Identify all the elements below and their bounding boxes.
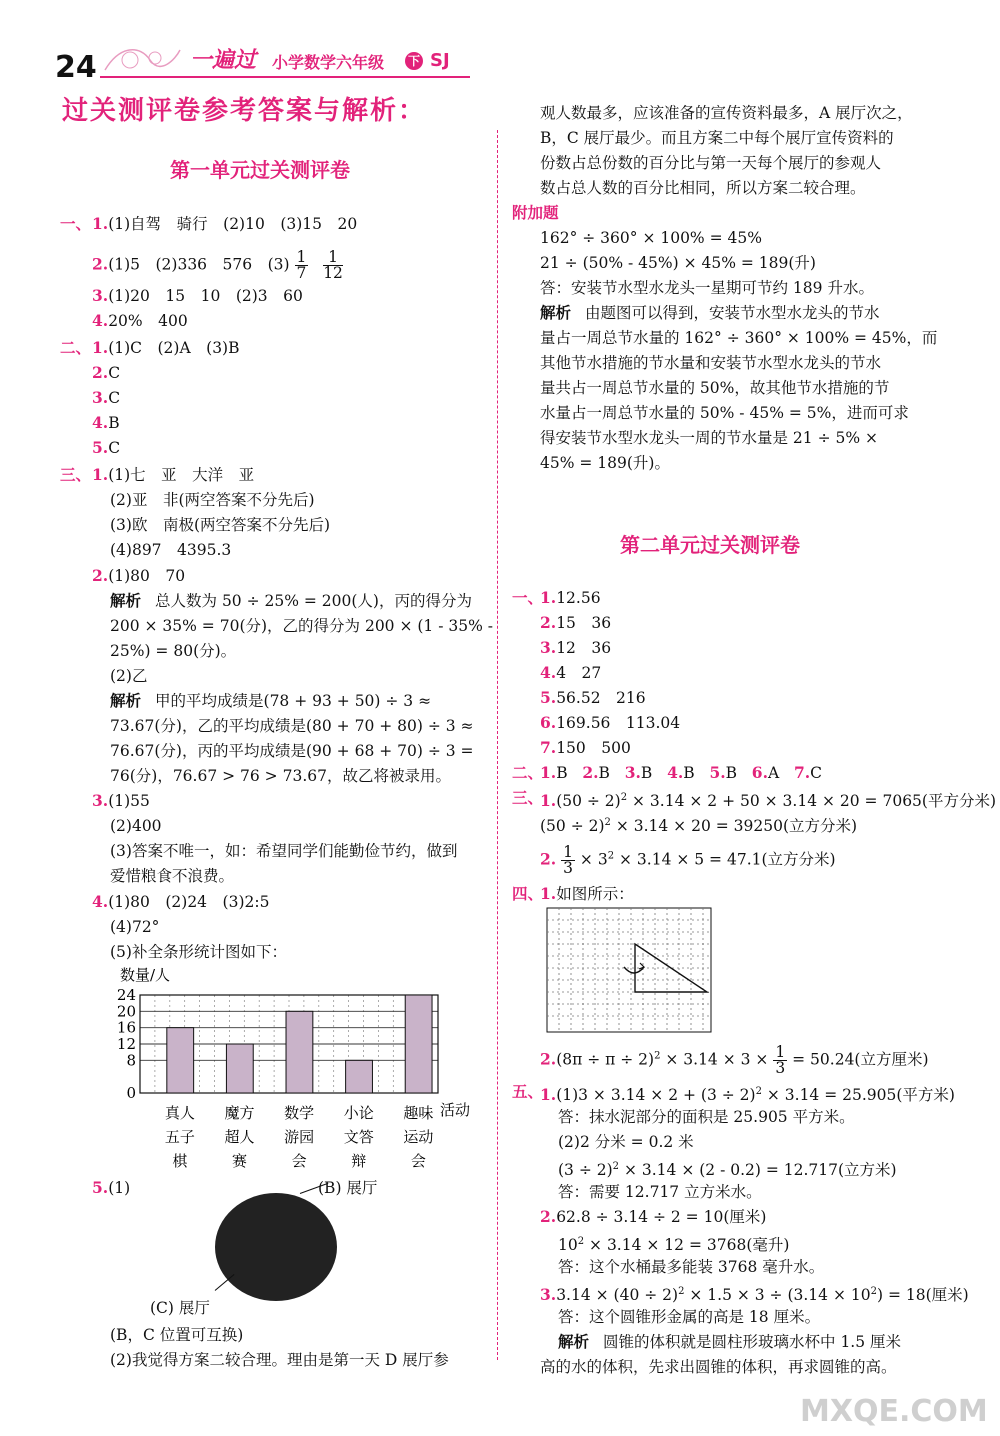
u2-s1-q2: 2.15 36 bbox=[540, 613, 612, 632]
u1-s1-q4: 4.20% 400 bbox=[92, 311, 188, 330]
x-tick-label: 魔方 bbox=[224, 1104, 255, 1122]
page-number: 24 bbox=[55, 50, 97, 85]
u2-s5-q2-3: 答：这个水桶最多能装 3768 毫升水。 bbox=[558, 1258, 825, 1276]
x-tick-label: 会 bbox=[291, 1152, 307, 1170]
x-tick-label: 赛 bbox=[232, 1152, 248, 1170]
u2-s5-num: 五、 bbox=[512, 1082, 544, 1101]
u2-s5-q3-4: 高的水的体积，先求出圆锥的体积，再求圆锥的高。 bbox=[540, 1358, 897, 1376]
u2-s4-q2: $2.(8\pi \div \pi \div 2)^2 \times 3.14 \times 3$ × $\frac{1}{3}$ = 50.24(立方厘米) bbox=[540, 1043, 929, 1077]
r-extra-7: 量共占一周总节水量的 50%，故其他节水措施的节 bbox=[540, 379, 890, 397]
x-tick-label: 数学 bbox=[284, 1104, 315, 1122]
x-tick-label: 五子 bbox=[164, 1128, 195, 1146]
label-b-hall: (B) 展厅 bbox=[318, 1179, 378, 1197]
u1-s3-q3-2: (2)400 bbox=[110, 817, 162, 835]
u1-s3-q2-2: 解析 总人数为 50 ÷ 25% = 200(人)，丙的得分为 bbox=[110, 591, 472, 610]
column-divider bbox=[497, 130, 498, 1360]
u2-s3-num: 三、 bbox=[512, 788, 544, 807]
y-tick-label: 8 bbox=[126, 1051, 136, 1070]
y-tick-label: 20 bbox=[116, 1002, 136, 1021]
x-tick-label: 会 bbox=[410, 1152, 426, 1170]
u1-s3-q2-1: 2.(1)80 70 bbox=[92, 566, 186, 585]
x-tick-label: 真人 bbox=[164, 1104, 195, 1122]
x-tick-label: 超人 bbox=[224, 1128, 255, 1146]
bar-2 bbox=[226, 1044, 253, 1093]
u2-s5-q1-5: 答：需要 12.717 立方米水。 bbox=[558, 1183, 762, 1201]
u1-s1-q1: 1.(1)自驾 骑行 (2)10 (3)15 20 bbox=[92, 214, 358, 233]
u1-s3-q4-3: (5)补全条形统计图如下： bbox=[110, 943, 287, 961]
x-tick-label: 小论 bbox=[343, 1104, 374, 1122]
r-extra-4: 解析 由题图可以得到，安装节水型水龙头的节水 bbox=[540, 303, 880, 322]
u1-s3-q5-3: (2)我觉得方案二较合理。理由是第一天 D 展厅参 bbox=[110, 1351, 449, 1369]
u1-s3-q1-1: 1.(1)七 亚 大洋 亚 bbox=[92, 465, 255, 484]
r-extra-2: 21 ÷ (50% - 45%) × 45% = 189(升) bbox=[540, 254, 816, 272]
watermark: MXQE.COM bbox=[800, 1394, 988, 1429]
u1-s1-q3: 3.(1)20 15 10 (2)3 60 bbox=[92, 286, 303, 305]
u2-s5-q3-1: $3.3.14 \times (40 \div 2)^2 \times 1.5 \times 3 \div (3.14 \times 10^2) = 18$(厘米) bbox=[540, 1285, 969, 1305]
r-extra-9: 得安装节水型水龙头一周的节水量是 21 ÷ 5% × bbox=[540, 429, 878, 447]
bar-3 bbox=[286, 1011, 313, 1093]
u1-s3-q3-1: 3.(1)55 bbox=[92, 791, 150, 810]
chart-xlabel: 活动 bbox=[440, 1101, 471, 1119]
u1-s3-q1-4: (4)897 4395.3 bbox=[110, 541, 232, 559]
u1-s3-q2-6: 解析 甲的平均成绩是(78 + 93 + 50) ÷ 3 ≈ bbox=[110, 691, 432, 710]
y-tick-label: 16 bbox=[116, 1018, 136, 1037]
y-tick-label: 0 bbox=[126, 1084, 136, 1102]
u2-s5-q1-2: 答：抹水泥部分的面积是 25.905 平方米。 bbox=[558, 1108, 855, 1126]
x-tick-label: 运动 bbox=[403, 1128, 434, 1146]
exhibit-circle bbox=[215, 1193, 337, 1301]
u2-s1-q4: 4.4 27 bbox=[540, 663, 602, 682]
u1-s3-q1-3: (3)欧 南极(两空答案不分先后) bbox=[110, 516, 331, 534]
label-c-hall: (C) 展厅 bbox=[150, 1299, 210, 1317]
u2-s2-num: 二、 bbox=[512, 763, 544, 782]
u1-s3-q2-7: 73.67(分)，乙的平均成绩是(80 + 70 + 80) ÷ 3 ≈ bbox=[110, 717, 474, 735]
u2-s5-q2-2: $10^2 \times 3.14 \times 12 = 3768$(毫升) bbox=[558, 1236, 790, 1255]
fraction-1-7: $\frac{1}{7}$ bbox=[296, 248, 307, 282]
book-subtitle: 小学数学六年级 bbox=[272, 53, 385, 72]
u1-s3-q4-1: 4.(1)80 (2)24 (3)2:5 bbox=[92, 892, 270, 911]
grade-badge: 下 bbox=[405, 52, 423, 70]
r-line-2: B，C 展厅最少。而且方案二中每个展厅宣传资料的 bbox=[540, 129, 894, 147]
chart-ylabel: 数量/人 bbox=[120, 966, 171, 984]
u2-s2-answers: 1.B 2.B 3.B 4.B 5.B 6.A 7.C bbox=[540, 763, 823, 782]
u1-s3-q4-2: (4)72° bbox=[110, 918, 160, 936]
u1-s2-q1: 1.(1)C (2)A (3)B bbox=[92, 338, 240, 357]
u1-s3-q2-3: 200 × 35% = 70(分)，乙的得分为 200 × (1 - 35% - bbox=[110, 617, 494, 635]
extra-title: 附加题 bbox=[512, 204, 559, 222]
u1-s3-q5-2: (B，C 位置可互换) bbox=[110, 1326, 244, 1344]
u2-s1-q5: 5.56.52 216 bbox=[540, 688, 646, 707]
u1-s3-q2-9: 76(分)，76.67 > 76 > 73.67，故乙将被录用。 bbox=[110, 767, 451, 785]
u1-s3-q5-1: 5.(1) bbox=[92, 1178, 131, 1197]
u2-s4-q1: 1.如图所示： bbox=[540, 884, 634, 903]
u1-s3-q3-3: (3)答案不唯一，如：希望同学们能勤俭节约，做到 bbox=[110, 842, 458, 860]
u2-s5-q1-1: $1.(1)3 \times 3.14 \times 2 + (3 \div 2)^2 \times 3.14 = 25.905$(平方米) bbox=[540, 1085, 955, 1105]
r-extra-6: 其他节水措施的节水量和安装节水型水龙头的节水 bbox=[540, 354, 882, 372]
r-line-1: 观人数最多，应该准备的宣传资料最多，A 展厅次之， bbox=[540, 104, 913, 122]
u2-s5-q3-3: 解析 圆锥的体积就是圆柱形玻璃水杯中 1.5 厘米 bbox=[558, 1332, 902, 1351]
u1-s3-q1-2: (2)亚 非(两空答案不分先后) bbox=[110, 491, 315, 509]
u1-s2-q2: 2.C bbox=[92, 363, 121, 382]
fraction-1-12: $\frac{1}{12}$ bbox=[323, 248, 343, 282]
u1-s2-q3: 3.C bbox=[92, 388, 121, 407]
u1-s2-q5: 5.C bbox=[92, 438, 121, 457]
unit2-title: 第二单元过关测评卷 bbox=[620, 533, 800, 557]
rotation-grid-figure bbox=[546, 907, 712, 1033]
u2-s4-num: 四、 bbox=[512, 884, 544, 903]
bar-4 bbox=[346, 1060, 373, 1093]
u2-s5-q1-4: $(3 \div 2)^2 \times 3.14 \times (2 - 0.2) = 12.717$(立方米) bbox=[558, 1161, 897, 1180]
r-line-4: 数占总人数的百分比相同，所以方案二较合理。 bbox=[540, 179, 866, 197]
x-tick-label: 辩 bbox=[351, 1152, 367, 1170]
brand-logo: 一遍过 bbox=[190, 47, 257, 73]
u1-s2-q4: 4.B bbox=[92, 413, 120, 432]
u2-s3-q1-2: $(50 \div 2)^2 \times 3.14 \times 20 = 39250$(立方分米) bbox=[540, 817, 858, 836]
bar-1 bbox=[167, 1028, 194, 1093]
u1-s3-num: 三、 bbox=[60, 465, 92, 484]
u1-s3-q2-4: 25%) = 80(分)。 bbox=[110, 642, 237, 660]
x-tick-label: 趣味 bbox=[403, 1104, 434, 1122]
u2-s1-q6: 6.169.56 113.04 bbox=[540, 713, 681, 732]
r-line-3: 份数占总份数的百分比与第一天每个展厅的参观人 bbox=[540, 154, 882, 172]
u2-s1-num: 一、 bbox=[512, 588, 544, 607]
page-title: 过关测评卷参考答案与解析： bbox=[62, 96, 427, 126]
u1-s1-num: 一、 bbox=[60, 214, 92, 233]
u1-s3-q2-8: 76.67(分)，丙的平均成绩是(90 + 68 + 70) ÷ 3 = bbox=[110, 742, 474, 760]
y-tick-label: 12 bbox=[116, 1035, 136, 1053]
u1-s3-q2-5: (2)乙 bbox=[110, 667, 148, 685]
unit1-title: 第一单元过关测评卷 bbox=[170, 158, 350, 182]
header-rule bbox=[100, 76, 470, 78]
r-extra-3: 答：安装节水型水龙头一星期可节约 189 升水。 bbox=[540, 279, 874, 297]
r-extra-10: 45% = 189(升)。 bbox=[540, 454, 670, 472]
u2-s1-q3: 3.12 36 bbox=[540, 638, 612, 657]
y-tick-label: 24 bbox=[116, 986, 136, 1004]
r-extra-8: 水量占一周总节水量的 50% - 45% = 5%，进而可求 bbox=[540, 404, 909, 422]
x-tick-label: 棋 bbox=[172, 1152, 188, 1170]
u2-s3-q2: 2. $\frac{1}{3}$ × $3^2 \times 3.14 \times 5 = 47.1$(立方分米) bbox=[540, 843, 836, 877]
series-label: SJ bbox=[430, 50, 450, 71]
u2-s5-q2-1: 2.62.8 ÷ 3.14 ÷ 2 = 10(厘米) bbox=[540, 1207, 767, 1226]
r-extra-1: 162° ÷ 360° × 100% = 45% bbox=[540, 229, 762, 247]
x-tick-label: 文答 bbox=[343, 1128, 374, 1146]
r-extra-5: 量占一周总节水量的 162° ÷ 360° × 100% = 45%，而 bbox=[540, 329, 938, 347]
u2-s5-q1-3: (2)2 分米 = 0.2 米 bbox=[558, 1133, 694, 1151]
header-decoration-icon bbox=[100, 40, 185, 80]
bar-chart bbox=[110, 960, 490, 1175]
u2-s5-q3-2: 答：这个圆锥形金属的高是 18 厘米。 bbox=[558, 1308, 821, 1326]
u1-s1-q2: 2.(1)5 (2)336 576 (3) $\frac{1}{7}$ $\frac{1}{12}$ bbox=[92, 248, 343, 282]
u2-s1-q7: 7.150 500 bbox=[540, 738, 631, 757]
u1-s2-num: 二、 bbox=[60, 338, 92, 357]
u2-s1-q1: 1.12.56 bbox=[540, 588, 601, 607]
u1-s3-q3-4: 爱惜粮食不浪费。 bbox=[110, 867, 235, 885]
x-tick-label: 游园 bbox=[284, 1128, 315, 1146]
bar-5 bbox=[405, 995, 432, 1093]
u2-s3-q1-1: $1.(50 \div 2)^2 \times 3.14 \times 2 + 50 \times 3.14 \times 20 = 7065$(平方分米) bbox=[540, 791, 997, 811]
